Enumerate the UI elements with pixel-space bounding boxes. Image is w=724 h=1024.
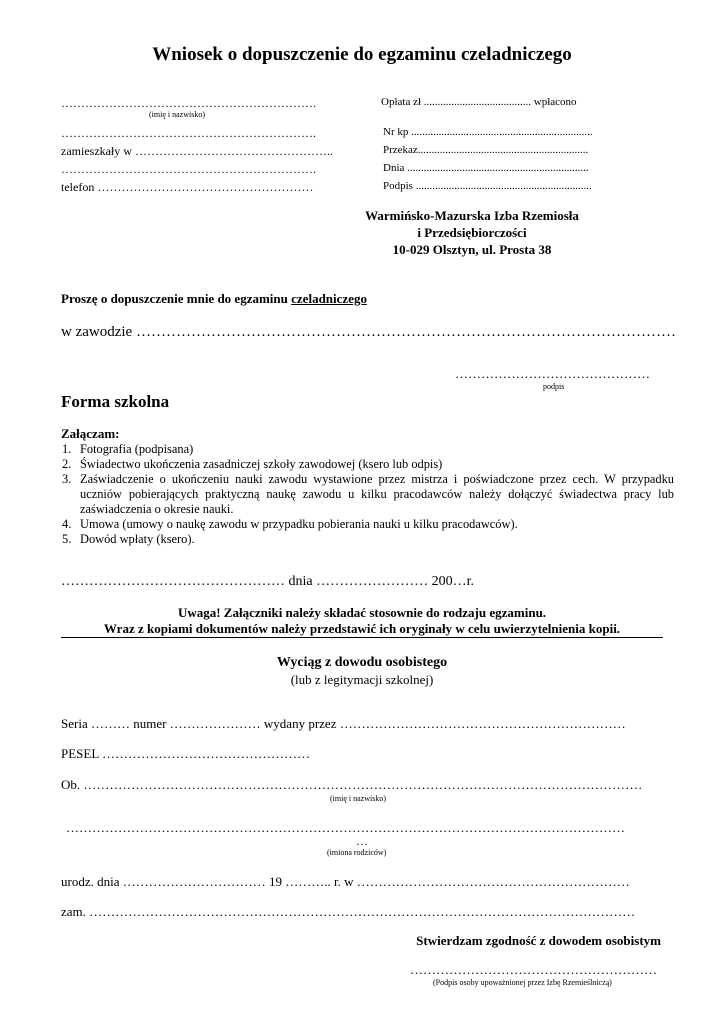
notice-line-2: Wraz z kopiami dokumentów należy przedstawić ich oryginały w celu uwierzytelnienia kopii. [103, 621, 621, 636]
confirm-text: Stwierdzam zgodność z dowodem osobistym [416, 933, 661, 948]
pesel-line[interactable]: PESEL ………………………………………… [61, 746, 311, 761]
applicant-name-caption: (imię i nazwisko) [149, 110, 205, 119]
confirm-signature-line[interactable]: ………………………………………………… [410, 962, 657, 977]
office-nr-kp-line: Nr kp .................................................................. [383, 126, 593, 138]
divider [61, 637, 663, 638]
office-date-line: Dnia .................................................................. [383, 162, 589, 174]
id-extract-heading: Wyciąg z dowodu osobistego [276, 655, 448, 670]
request-signature-line[interactable]: ……………………………………… [455, 366, 650, 381]
institution-name-2: i Przedsiębiorczości [417, 225, 527, 240]
id-extract-subheading: (lub z legitymacji szkolnej) [290, 672, 434, 687]
ob-name-caption: (imię i nazwisko) [330, 794, 386, 803]
attachment-item: 3. Zaświadczenie o ukończeniu nauki zawodu wystawione przez mistrza i poświadczone przez cech. W przypadku uczniów pobierających praktyczną naukę zawodu u kilku pracodawców należy dołączyć świadectwa pracy lub zaświadczenia o okresie nauki. [62, 472, 674, 516]
id-series-line[interactable]: Seria ……… numer ………………… wydany przez ………………………………………………………… [61, 716, 626, 731]
profession-line[interactable]: w zawodzie ……………………………………………………………………………………………… [61, 324, 676, 340]
applicant-residence-line[interactable]: zamieszkały w ………………………………………….. [61, 144, 333, 158]
attachments-heading: Załączam: [61, 426, 120, 441]
parents-names-dots: … [356, 834, 368, 848]
notice-line-1: Uwaga! Załączniki należy składać stosownie do rodzaju egzaminu. [177, 605, 547, 620]
attachment-item: 1. Fotografia (podpisana) [62, 442, 194, 456]
confirm-signature-caption: (Podpis osoby upoważnionej przez Izbę Rzemieślniczą) [433, 978, 612, 987]
applicant-line-2[interactable]: ………………………………………………………. [61, 126, 316, 140]
section-heading: Forma szkolna [61, 392, 170, 411]
document-title: Wniosek o dopuszczenie do egzaminu czeladniczego [152, 44, 572, 65]
institution-name-1: Warmińsko-Mazurska Izba Rzemiosła [365, 208, 579, 223]
request-text: Proszę o dopuszczenie mnie do egzaminu czeladniczego [61, 291, 367, 306]
attachments-list [62, 442, 674, 547]
office-transfer-line: Przekaz.............................................................. [383, 144, 589, 156]
parents-names-caption: (imiona rodziców) [327, 848, 387, 857]
attachment-item: 5. Dowód wpłaty (ksero). [62, 532, 195, 546]
institution-address: 10-029 Olsztyn, ul. Prosta 38 [392, 242, 552, 257]
applicant-name-line[interactable]: ………………………………………………………. [61, 96, 316, 110]
applicant-line-4[interactable]: ………………………………………………………. [61, 162, 316, 176]
address-line[interactable]: zam. ……………………………………………………………………………………………………………… [61, 904, 636, 919]
office-fee-line: Opłata zł ....................................... wpłacono [381, 96, 577, 108]
applicant-phone-line[interactable]: telefon ……………………………………………… [61, 180, 314, 194]
date-line[interactable]: ………………………………………… dnia …………………… 200…r. [61, 574, 474, 589]
attachment-item: 2. Świadectwo ukończenia zasadniczej szkoły zawodowej (ksero lub odpis) [62, 457, 443, 471]
request-signature-caption: podpis [543, 382, 565, 391]
office-signature-line: Podpis ................................................................ [383, 180, 592, 192]
birth-line[interactable]: urodz. dnia …………………………… 19 ……….. r. w ……………………………………………………… [61, 874, 630, 889]
ob-name-line[interactable]: Ob. ………………………………………………………………………………………………………………… [61, 777, 643, 792]
parents-names-line[interactable]: ………………………………………………………………………………………………………………… [66, 820, 625, 835]
attachment-item: 4. Umowa (umowy o naukę zawodu w przypadku pobierania nauki u kilku pracodawców). [62, 517, 518, 531]
